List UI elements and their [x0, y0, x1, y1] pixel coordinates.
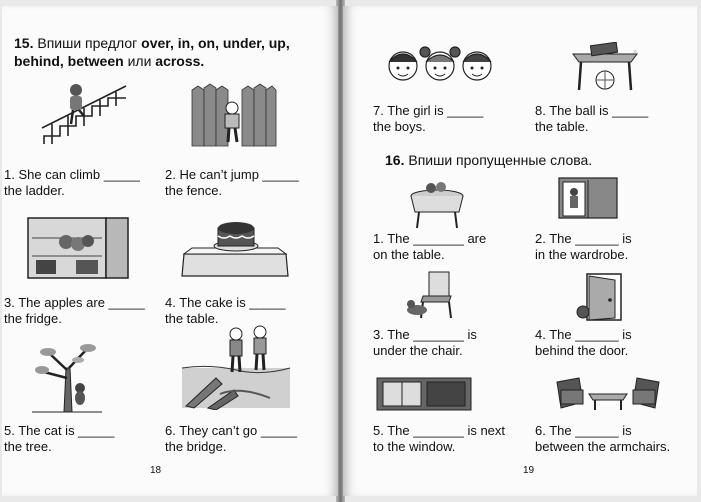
ex15-item-1-line1: 1. She can climb _____	[4, 167, 140, 182]
ex16-item-1-line1: 1. The _______ are	[373, 231, 487, 246]
exercise-15-number: 15.	[14, 35, 34, 51]
right-page	[343, 6, 697, 496]
boys-at-bridge-picture	[180, 320, 292, 410]
cat-under-chair-picture	[405, 270, 463, 320]
ex15-item-7	[373, 103, 483, 135]
ex15-item-6	[165, 423, 297, 455]
ex15-item-3	[4, 295, 145, 327]
page-number-right: 19	[523, 465, 535, 476]
ex15-item-5	[4, 423, 114, 455]
ex16-item-2-line2: in the wardrobe.	[535, 247, 629, 262]
bleed-through-text: ▪	[633, 44, 638, 58]
apples-on-table-picture	[407, 178, 467, 230]
ex15-item-7-line2: the boys.	[373, 119, 426, 134]
ex15-item-6-line1: 6. They can’t go _____	[165, 423, 298, 438]
cake-on-table-picture	[178, 214, 294, 278]
ex16-item-5-line1: 5. The _______ is next	[373, 423, 506, 438]
ex16-item-5-line2: to the window.	[373, 439, 456, 454]
ex15-item-5-line1: 5. The cat is _____	[4, 423, 115, 438]
ex16-item-6-line1: 6. The ______ is	[535, 423, 632, 438]
ex15-item-7-line1: 7. The girl is _____	[373, 103, 484, 118]
ex16-item-4-line2: behind the door.	[535, 343, 629, 358]
ex16-item-4	[535, 327, 632, 359]
apples-in-fridge-picture	[26, 216, 130, 280]
table-between-armchairs-picture	[555, 372, 663, 412]
exercise-15-instruction: Впиши предлог	[37, 35, 138, 51]
ex15-item-5-line2: the tree.	[4, 439, 52, 454]
ex15-item-8-line1: 8. The ball is _____	[535, 103, 649, 118]
ex15-item-4-line1: 4. The cake is _____	[165, 295, 286, 310]
wardrobe-picture	[557, 176, 619, 220]
page-number-left: 18	[150, 465, 162, 476]
exercise-16-heading	[385, 152, 592, 168]
cat-in-tree-picture	[30, 338, 104, 414]
ex16-item-6	[535, 423, 670, 455]
ex16-item-2	[535, 231, 632, 263]
exercise-16-number: 16.	[385, 152, 405, 168]
ex16-item-2-line1: 2. The ______ is	[535, 231, 632, 246]
ball-behind-door-picture	[575, 272, 625, 322]
girl-climbing-ladder-picture	[38, 82, 132, 148]
exercise-15-last-word: across.	[155, 53, 205, 69]
ex16-item-1	[373, 231, 486, 263]
ex16-item-3-line1: 3. The _______ is	[373, 327, 477, 342]
ex16-item-3	[373, 327, 477, 359]
ex15-item-3-line1: 3. The apples are _____	[4, 295, 145, 310]
ex15-item-1-line2: the ladder.	[4, 183, 65, 198]
ex15-item-6-line2: the bridge.	[165, 439, 227, 454]
ex16-item-3-line2: under the chair.	[373, 343, 463, 358]
ex15-item-2-line1: 2. He can’t jump _____	[165, 167, 299, 182]
exercise-15-heading	[14, 34, 334, 70]
ex15-item-4-line2: the table.	[165, 311, 219, 326]
ex15-item-8	[535, 103, 648, 135]
ex15-item-3-line2: the fridge.	[4, 311, 62, 326]
ex15-item-1	[4, 167, 140, 199]
ex15-item-2-line2: the fence.	[165, 183, 223, 198]
ex16-item-6-line2: between the armchairs.	[535, 439, 671, 454]
ex16-item-4-line1: 4. The ______ is	[535, 327, 632, 342]
exercise-15-words-line2: behind, between	[14, 53, 124, 69]
exercise-15-words-line1: over, in, on, under, up,	[141, 35, 290, 51]
ex16-item-5	[373, 423, 505, 455]
ex16-item-1-line2: on the table.	[373, 247, 445, 262]
girl-between-boys-picture	[385, 44, 495, 90]
ex15-item-8-line2: the table.	[535, 119, 589, 134]
left-page	[2, 6, 338, 496]
ball-under-table-picture	[569, 42, 641, 92]
exercise-15-or: или	[127, 53, 152, 69]
boy-by-fence-picture	[190, 82, 278, 148]
window-picture	[375, 376, 473, 412]
exercise-16-instruction: Впиши пропущенные слова.	[408, 152, 593, 168]
ex15-item-2	[165, 167, 299, 199]
